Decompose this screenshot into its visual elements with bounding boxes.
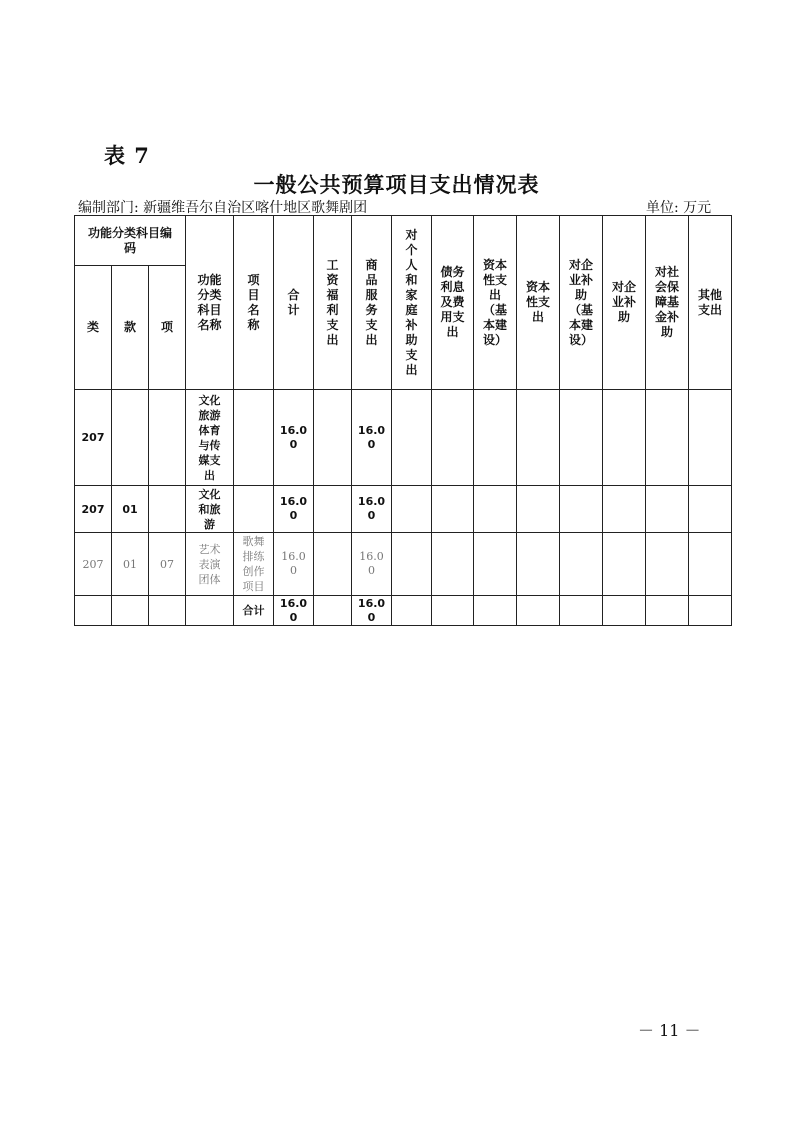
social-header: 对社会保障基金补助 [646,216,689,390]
xiang-cell [149,486,186,533]
func-name-header: 功能分类科目名称 [186,216,234,390]
total-label-cell: 合计 [234,596,274,626]
proj-name-cell [234,486,274,533]
goods-cell: 16.00 [352,596,392,626]
func-name-cell [186,596,234,626]
other-cell [689,486,732,533]
social-cell [646,596,689,626]
kuan-cell [112,390,149,486]
total-row [75,596,732,626]
social-cell [646,486,689,533]
lei-cell: 207 [75,486,112,533]
proj-name-header: 项目名称 [234,216,274,390]
capital-cell [517,596,560,626]
capital-basic-header: 资本性支出（基本建设） [474,216,517,390]
func-name-cell: 艺术表演团体 [186,533,234,596]
debt-header: 债务利息及费用支出 [432,216,474,390]
lei-cell: 207 [75,390,112,486]
total-cell: 16.00 [274,390,314,486]
debt-cell [432,533,474,596]
goods-cell: 16.00 [352,390,392,486]
debt-cell [432,390,474,486]
xiang-cell: 07 [149,533,186,596]
xiang-cell [149,390,186,486]
kuan-cell [112,596,149,626]
debt-cell [432,486,474,533]
ent-basic-cell [560,390,603,486]
other-cell [689,596,732,626]
ent-cell [603,596,646,626]
social-cell [646,533,689,596]
goods-cell: 16.00 [352,533,392,596]
goods-header: 商品服务支出 [352,216,392,390]
unit-label: 单位: 万元 [646,200,712,216]
kuan-cell: 01 [112,486,149,533]
capital-basic-cell [474,533,517,596]
table-row [75,533,732,596]
func-name-cell: 文化旅游体育与传媒支出 [186,390,234,486]
capital-basic-cell [474,390,517,486]
department-label: 编制部门: 新疆维吾尔自治区喀什地区歌舞剧团 [78,200,368,216]
table-row [75,486,732,533]
wage-cell [314,390,352,486]
proj-name-cell: 歌舞排练创作项目 [234,533,274,596]
xiang-cell [149,596,186,626]
ent-cell [603,533,646,596]
ent-basic-cell [560,533,603,596]
personal-cell [392,390,432,486]
wage-cell [314,596,352,626]
capital-cell [517,533,560,596]
ent-cell [603,486,646,533]
total-cell: 16.00 [274,533,314,596]
capital-cell [517,486,560,533]
lei-header: 类 [75,266,112,390]
personal-cell [392,533,432,596]
lei-cell: 207 [75,533,112,596]
goods-cell: 16.00 [352,486,392,533]
ent-basic-cell [560,596,603,626]
table-row [75,390,732,486]
capital-basic-cell [474,486,517,533]
func-code-header: 功能分类科目编码 [75,216,186,266]
ent-cell [603,390,646,486]
kuan-header: 款 [112,266,149,390]
other-cell [689,533,732,596]
debt-cell [432,596,474,626]
ent-header: 对企业补助 [603,216,646,390]
other-cell [689,390,732,486]
page-title: 一般公共预算项目支出情况表 [253,172,540,197]
personal-header: 对个人和家庭补助支出 [392,216,432,390]
capital-basic-cell [474,596,517,626]
xiang-header: 项 [149,266,186,390]
social-cell [646,390,689,486]
total-cell: 16.00 [274,486,314,533]
header-row-1 [75,216,732,266]
wage-cell [314,486,352,533]
capital-cell [517,390,560,486]
kuan-cell: 01 [112,533,149,596]
capital-header: 资本性支出 [517,216,560,390]
personal-cell [392,596,432,626]
wage-header: 工资福利支出 [314,216,352,390]
total-cell: 16.00 [274,596,314,626]
table-number: 表 7 [104,143,150,168]
expenditure-table [74,215,732,626]
func-name-cell: 文化和旅游 [186,486,234,533]
lei-cell [75,596,112,626]
ent-basic-header: 对企业补助（基本建设） [560,216,603,390]
wage-cell [314,533,352,596]
other-header: 其他支出 [689,216,732,390]
personal-cell [392,486,432,533]
ent-basic-cell [560,486,603,533]
total-header: 合计 [274,216,314,390]
proj-name-cell [234,390,274,486]
page-number: － 11 － [638,1021,701,1040]
